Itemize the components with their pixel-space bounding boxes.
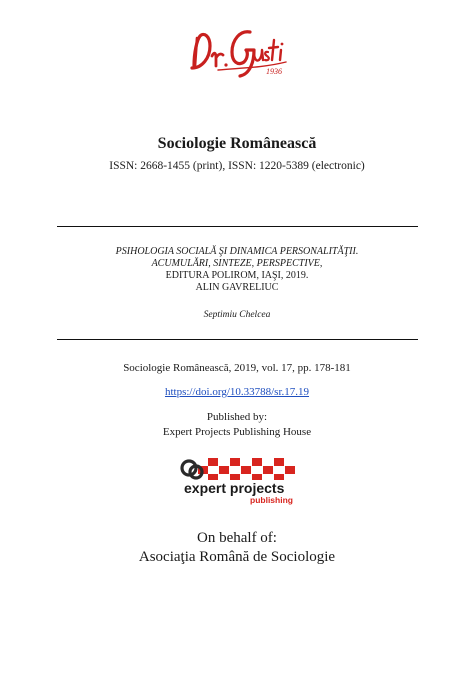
publisher-logo-sub: publishing [250,495,293,505]
reviewed-book-block [0,246,474,294]
dr-gusti-signature-logo [188,22,292,80]
published-by-block [0,410,474,440]
doi-link[interactable]: https://doi.org/10.33788/sr.17.19 [164,386,310,398]
issn-line: ISSN: 2668-1455 (print), ISSN: 1220-5389 (electronic) [109,160,365,172]
citation-text: Sociologie Românească, 2019, vol. 17, pp. 178-181 [123,362,351,374]
reviewer-name: Septimiu Chelcea [203,310,271,320]
expert-projects-logo [178,455,298,507]
book-publisher-line: EDITURA POLIROM, IAŞI, 2019. [165,270,309,281]
book-author-line: ALIN GAVRELIUC [195,282,279,293]
book-title-line-1: PSIHOLOGIA SOCIALĂ ŞI DINAMICA PERSONALITĂŢII. [115,246,359,257]
journal-title: Sociologie Românească [157,135,317,152]
published-by-label: Published by: [206,411,268,423]
divider-bottom [57,339,418,340]
on-behalf-block [0,529,474,567]
divider-top [57,226,418,227]
book-title-line-2: ACUMULĂRI, SINTEZE, PERSPECTIVE, [151,258,323,269]
association-name: Asociaţia Română de Sociologie [138,549,336,565]
publisher-name: Expert Projects Publishing House [162,426,312,438]
on-behalf-label: On behalf of: [197,530,277,546]
doi-container [0,382,474,400]
logo-year: 1936 [266,67,282,76]
publisher-logo-name: expert projects [184,480,285,496]
